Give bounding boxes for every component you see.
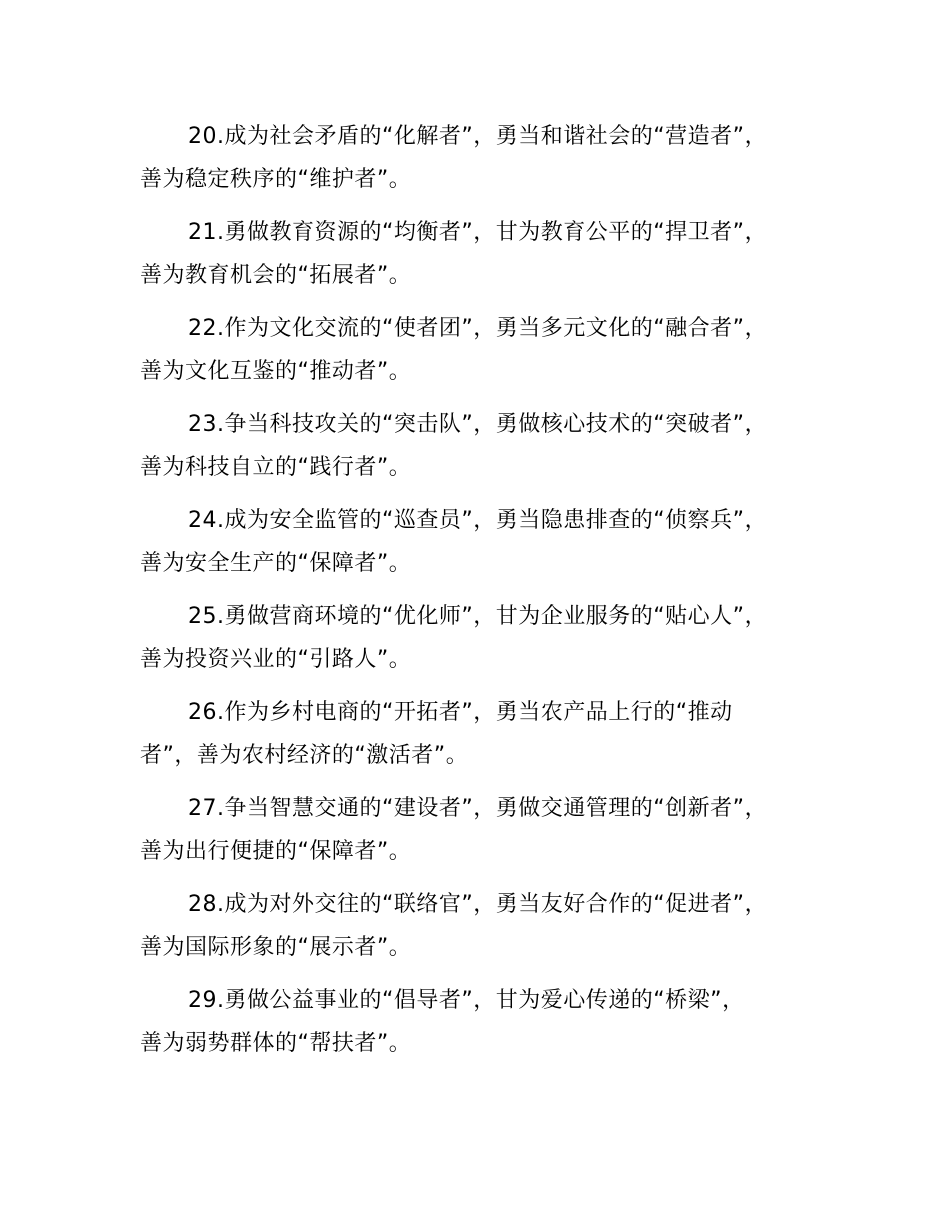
paragraph-28: [140, 883, 830, 969]
paragraph-line: 25.勇做营商环境的“优化师”，甘为企业服务的“贴心人”，: [188, 604, 768, 629]
paragraph-line: 27.争当智慧交通的“建设者”，勇做交通管理的“创新者”，: [188, 796, 768, 821]
paragraph-line: 20.成为社会矛盾的“化解者”，勇当和谐社会的“营造者”，: [188, 124, 768, 149]
paragraph-line: 者”，善为农村经济的“激活者”。: [140, 743, 469, 768]
paragraph-26: [140, 691, 830, 777]
paragraph-27: [140, 787, 830, 873]
paragraph-line: 善为弱势群体的“帮扶者”。: [140, 1031, 412, 1056]
paragraph-line: 善为国际形象的“展示者”。: [140, 935, 412, 960]
paragraph-29: [140, 979, 830, 1065]
paragraph-line: 23.争当科技攻关的“突击队”，勇做核心技术的“突破者”，: [188, 412, 768, 437]
paragraph-line: 21.勇做教育资源的“均衡者”，甘为教育公平的“捍卫者”，: [188, 220, 768, 245]
paragraph-22: [140, 307, 830, 393]
paragraph-line: 善为文化互鉴的“推动者”。: [140, 359, 412, 384]
paragraph-21: [140, 211, 830, 297]
document-body: [140, 115, 830, 1075]
paragraph-line: 22.作为文化交流的“使者团”，勇当多元文化的“融合者”，: [188, 316, 768, 341]
paragraph-line: 善为投资兴业的“引路人”。: [140, 647, 412, 672]
paragraph-line: 善为稳定秩序的“维护者”。: [140, 167, 412, 192]
paragraph-line: 善为出行便捷的“保障者”。: [140, 839, 412, 864]
paragraph-line: 24.成为安全监管的“巡查员”，勇当隐患排查的“侦察兵”，: [188, 508, 768, 533]
paragraph-line: 26.作为乡村电商的“开拓者”，勇当农产品上行的“推动: [188, 700, 733, 725]
paragraph-line: 善为教育机会的“拓展者”。: [140, 263, 412, 288]
paragraph-line: 29.勇做公益事业的“倡导者”，甘为爱心传递的“桥梁”，: [188, 988, 745, 1013]
paragraph-25: [140, 595, 830, 681]
paragraph-line: 善为安全生产的“保障者”。: [140, 551, 412, 576]
paragraph-20: [140, 115, 830, 201]
paragraph-24: [140, 499, 830, 585]
paragraph-23: [140, 403, 830, 489]
paragraph-line: 善为科技自立的“践行者”。: [140, 455, 412, 480]
paragraph-line: 28.成为对外交往的“联络官”，勇当友好合作的“促进者”，: [188, 892, 768, 917]
